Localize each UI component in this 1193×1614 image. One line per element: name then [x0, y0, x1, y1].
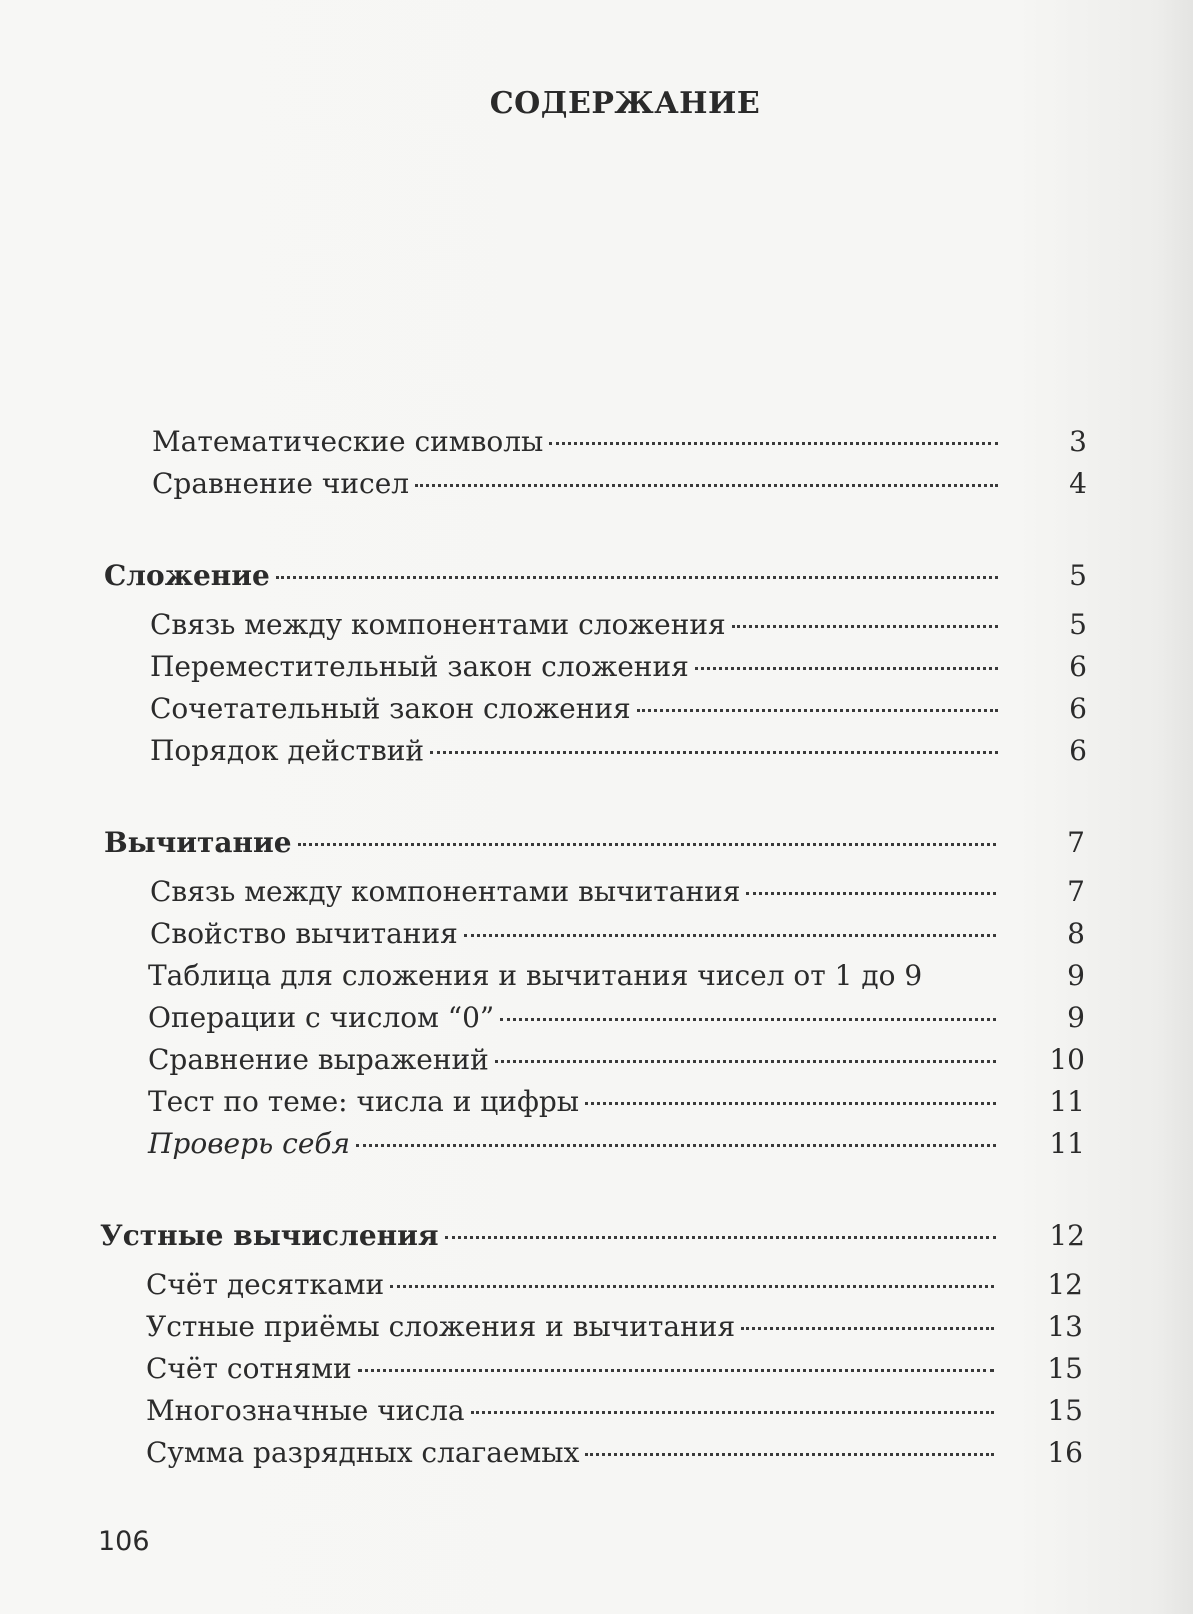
toc-entry-page: 13	[1047, 1310, 1083, 1343]
toc-entry-label: Порядок действий	[150, 734, 425, 767]
dot-leader	[695, 667, 998, 670]
toc-entry-label: Многозначные числа	[146, 1394, 465, 1427]
toc-entry-page: 4	[1069, 467, 1087, 500]
dot-leader	[390, 1285, 994, 1288]
toc-entry	[152, 425, 1087, 459]
toc-entry	[152, 467, 1087, 501]
toc-entry-label: Связь между компонентами вычитания	[150, 875, 741, 908]
toc-entry-label: Сравнение выражений	[148, 1043, 489, 1076]
toc-entry	[150, 917, 1085, 951]
toc-entry	[150, 608, 1087, 642]
toc-entry-page: 8	[1067, 917, 1085, 950]
toc-entry-page: 5	[1069, 608, 1087, 641]
toc-entry-page: 3	[1069, 425, 1087, 458]
toc-entry-page: 15	[1047, 1394, 1083, 1427]
toc-entry-page: 10	[1049, 1043, 1085, 1076]
toc-entry-label: Сравнение чисел	[152, 467, 410, 500]
toc-entry	[150, 734, 1087, 768]
toc-entry-label: Устные приёмы сложения и вычитания	[146, 1310, 736, 1343]
toc-entry-page: 11	[1049, 1127, 1085, 1160]
toc-entry-label: Счёт сотнями	[146, 1352, 352, 1385]
toc-entry-label: Переместительный закон сложения	[150, 650, 689, 683]
toc-entry-label: Устные вычисления	[100, 1219, 439, 1252]
toc-entry-page: 6	[1069, 734, 1087, 767]
dot-leader	[298, 843, 996, 846]
dot-leader	[585, 1453, 994, 1456]
toc-entry	[148, 1085, 1085, 1119]
dot-leader	[495, 1060, 996, 1063]
toc-entry	[146, 1394, 1083, 1428]
toc-entry-label: Сочетательный закон сложения	[150, 692, 631, 725]
toc-entry-page: 12	[1049, 1219, 1085, 1252]
toc-section-entry	[100, 1219, 1085, 1253]
toc-entry-page: 7	[1067, 875, 1085, 908]
toc-entry-label: Вычитание	[104, 826, 292, 859]
toc-entry	[150, 875, 1085, 909]
toc-entry-label: Счёт десятками	[146, 1268, 385, 1301]
page-title: СОДЕРЖАНИЕ	[489, 86, 761, 121]
dot-leader	[741, 1327, 994, 1330]
toc-entry-page: 16	[1047, 1436, 1083, 1469]
toc-entry-page: 5	[1069, 559, 1087, 592]
dot-leader	[500, 1018, 996, 1021]
toc-entry-label: Проверь себя	[148, 1127, 351, 1160]
toc-entry-page: 6	[1069, 650, 1087, 683]
toc-entry-page: 9	[1067, 1001, 1085, 1034]
toc-entry	[148, 1001, 1085, 1035]
toc-entry-label: Связь между компонентами сложения	[150, 608, 726, 641]
dot-leader	[356, 1144, 996, 1147]
toc-entry	[146, 1352, 1083, 1386]
toc-entry-page: 9	[1067, 959, 1085, 992]
toc-entry	[146, 1268, 1083, 1302]
dot-leader	[464, 934, 996, 937]
dot-leader	[276, 576, 998, 579]
toc-entry-label: Тест по теме: числа и цифры	[148, 1085, 580, 1118]
dot-leader	[358, 1369, 994, 1372]
dot-leader	[637, 709, 998, 712]
toc-entry-label: Свойство вычитания	[150, 917, 458, 950]
toc-entry-page: 7	[1067, 826, 1085, 859]
toc-entry-label: Математические символы	[152, 425, 544, 458]
toc-section-entry	[104, 826, 1085, 860]
page-number: 106	[98, 1526, 150, 1557]
toc-entry	[146, 1310, 1083, 1344]
toc-section-entry	[104, 559, 1087, 593]
dot-leader	[549, 442, 998, 445]
toc-entry	[150, 650, 1087, 684]
toc-entry-page: 15	[1047, 1352, 1083, 1385]
dot-leader	[732, 625, 998, 628]
toc-entry	[146, 1436, 1083, 1470]
toc-entry	[148, 1127, 1085, 1161]
toc-entry-label: Таблица для сложения и вычитания чисел от 1 до 9	[148, 959, 923, 992]
toc-entry-label: Сложение	[104, 559, 270, 592]
toc-entry-label: Сумма разрядных слагаемых	[146, 1436, 580, 1469]
dot-leader	[471, 1411, 994, 1414]
toc-entry-page: 12	[1047, 1268, 1083, 1301]
dot-leader	[445, 1236, 996, 1239]
toc-entry	[148, 1043, 1085, 1077]
toc-entry	[148, 959, 1085, 993]
dot-leader	[430, 751, 998, 754]
toc-entry-page: 6	[1069, 692, 1087, 725]
dot-leader	[746, 892, 996, 895]
dot-leader	[415, 484, 998, 487]
toc-entry-page: 11	[1049, 1085, 1085, 1118]
toc-entry	[150, 692, 1087, 726]
dot-leader	[585, 1102, 996, 1105]
toc-entry-label: Операции с числом “0”	[148, 1001, 495, 1034]
